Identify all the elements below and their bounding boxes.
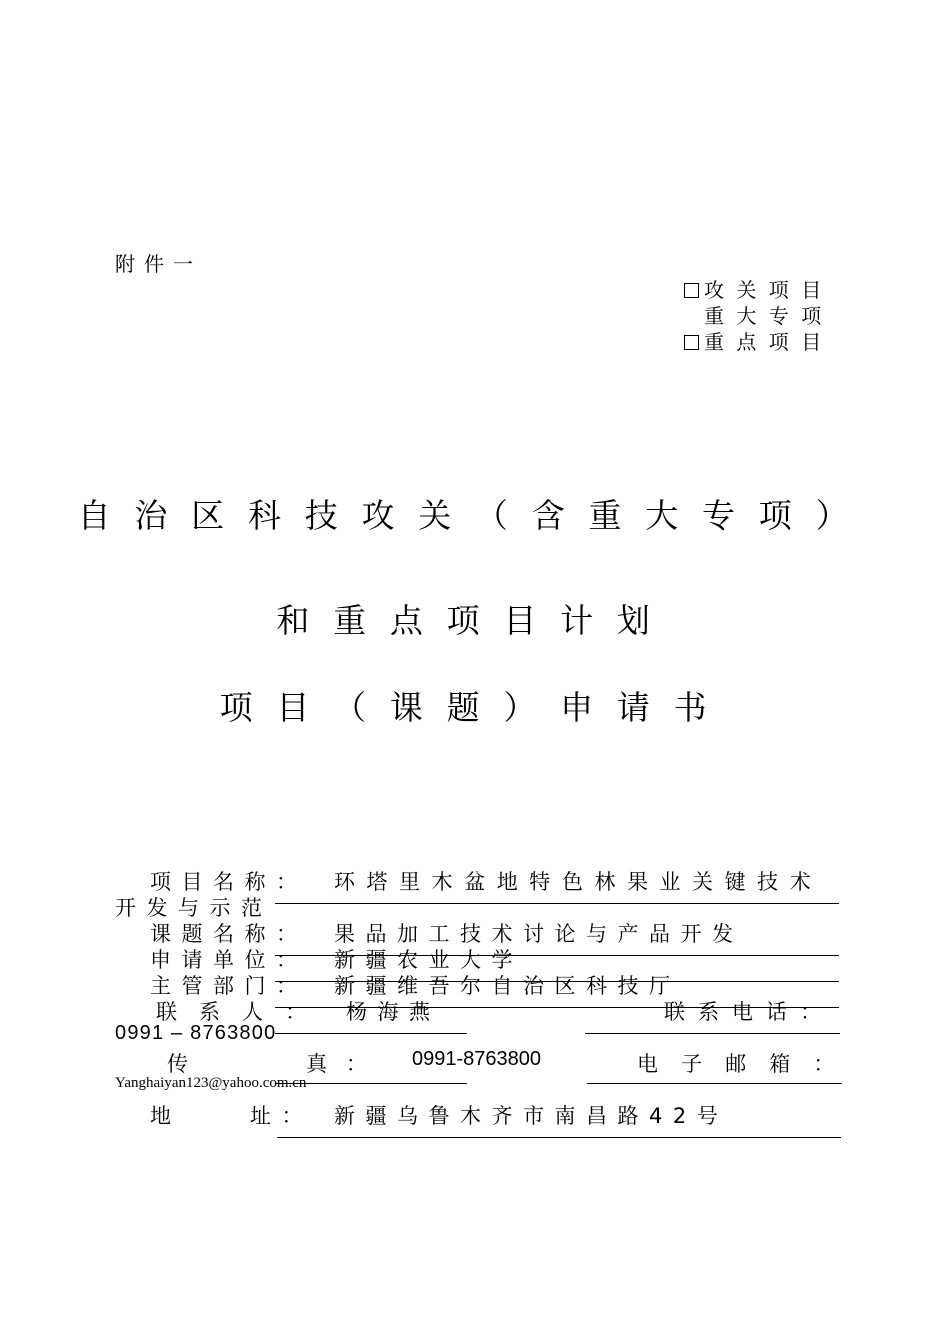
authority-label: 主管部门：: [150, 974, 308, 998]
email-label: 电子邮箱：: [637, 1052, 858, 1076]
applicant-value: 新疆农业大学: [334, 948, 523, 972]
address-label-1: 地: [150, 1104, 182, 1128]
contact-value: 杨海燕: [346, 1000, 441, 1024]
address-underline: [277, 1137, 841, 1138]
category-label: 重大专项: [704, 304, 834, 328]
category-label: 攻关项目: [704, 278, 834, 302]
fax-underline: [275, 1083, 467, 1084]
contact-label: 联系人：: [156, 1000, 329, 1024]
category-key-project[interactable]: [684, 326, 834, 355]
phone-underline: [585, 1033, 840, 1034]
project-name-underline: [275, 903, 839, 904]
email-value: Yanghaiyan123@yahoo.com.cn: [115, 1075, 307, 1091]
fax-value: 0991-8763800: [412, 1048, 542, 1070]
phone-value: 0991 – 8763800: [115, 1022, 277, 1044]
project-name-value: 环塔里木盆地特色林果业关键技术: [334, 870, 823, 894]
title-line-1: 自治区科技攻关（含重大专项）: [77, 496, 873, 535]
fax-label-2: 真：: [306, 1052, 386, 1076]
attachment-label: 附件一: [115, 252, 202, 276]
phone-label: 联系电话：: [664, 1000, 835, 1024]
address-label-2: 址：: [250, 1104, 313, 1128]
title-line-2: 和重点项目计划: [276, 601, 674, 640]
category-label: 重点项目: [704, 330, 834, 354]
category-key-tackling[interactable]: [684, 274, 834, 303]
checkbox-icon[interactable]: [684, 283, 699, 298]
category-major-special: [684, 300, 834, 329]
applicant-label: 申请单位：: [150, 948, 308, 972]
checkbox-icon[interactable]: [684, 335, 699, 350]
contact-underline: [275, 1033, 467, 1034]
project-name-label: 项目名称：: [150, 870, 308, 894]
address-value: 新疆乌鲁木齐市南昌路42号: [334, 1104, 729, 1128]
topic-name-value: 果品加工技术讨论与产品开发: [334, 922, 744, 946]
fax-label-1: 传: [167, 1052, 199, 1076]
authority-value: 新疆维吾尔自治区科技厅: [334, 974, 681, 998]
email-underline: [587, 1083, 842, 1084]
topic-name-label: 课题名称：: [150, 922, 308, 946]
project-name-value-cont: 开发与示范: [115, 896, 273, 920]
title-line-3: 项目（课题）申请书: [219, 688, 731, 727]
